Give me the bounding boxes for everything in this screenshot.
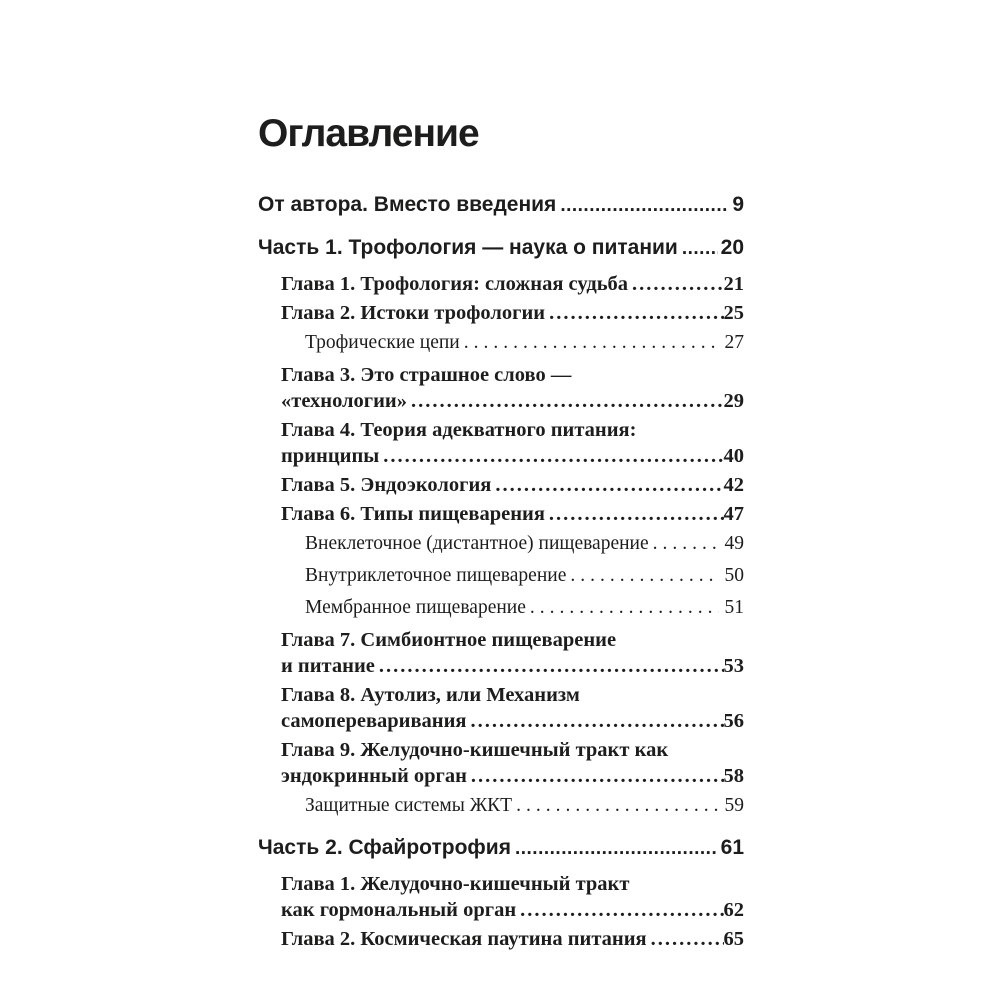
toc-entry-title: Глава 5. Эндоэкология — [281, 474, 492, 496]
toc-entry-title: Трофические цепи — [305, 332, 460, 353]
dot-leader — [411, 388, 724, 414]
toc-list — [258, 192, 744, 952]
toc-entry-row — [281, 388, 744, 414]
dot-leader — [383, 443, 723, 469]
toc-entry-row — [258, 192, 744, 219]
toc-entry — [305, 595, 744, 621]
toc-entry-wrap-line — [281, 682, 744, 708]
toc-entry-row — [281, 763, 744, 789]
toc-entry-title: Глава 7. Симбионтное пищеварение — [281, 629, 617, 651]
toc-entry-title: «технологии» — [281, 390, 407, 412]
toc-entry-title: Глава 1. Желудочно-кишечный тракт — [281, 873, 630, 895]
page-number: 61 — [720, 836, 744, 859]
toc-entry-title: Защитные системы ЖКТ — [305, 795, 513, 816]
page-number: 40 — [723, 445, 744, 467]
page-number: 9 — [732, 193, 744, 216]
toc-entry-row — [258, 235, 744, 262]
page-number: 27 — [724, 332, 744, 353]
page-number: 53 — [723, 655, 744, 677]
toc-entry — [281, 871, 744, 923]
toc-entry — [281, 362, 744, 414]
toc-entry — [281, 627, 744, 679]
toc-entry — [281, 926, 744, 952]
toc-entry-title: Глава 6. Типы пищеварения — [281, 503, 545, 525]
toc-entry — [281, 737, 744, 789]
page-number: 29 — [723, 390, 744, 412]
toc-entry-row — [305, 563, 744, 589]
toc-entry-title: и питание — [281, 655, 375, 677]
page-number: 47 — [723, 503, 744, 525]
toc-entry-wrap-line — [281, 737, 744, 763]
toc-entry — [305, 563, 744, 589]
toc-entry — [281, 501, 744, 527]
dot-leader — [651, 926, 724, 952]
toc-page — [258, 112, 744, 955]
toc-entry — [305, 531, 744, 557]
page-number: 59 — [724, 795, 744, 816]
toc-entry — [258, 235, 744, 262]
page-number: 50 — [724, 565, 744, 586]
toc-entry-wrap-line — [281, 627, 744, 653]
toc-entry-row — [305, 595, 744, 621]
page-number: 62 — [723, 899, 744, 921]
page-number: 25 — [723, 302, 744, 324]
toc-entry — [258, 192, 744, 219]
dot-leader — [471, 763, 724, 789]
dot-leader — [520, 897, 723, 923]
toc-entry-title: От автора. Вместо введения — [258, 193, 557, 216]
toc-entry-title: эндокринный орган — [281, 765, 467, 787]
page-number: 51 — [724, 597, 744, 618]
toc-entry — [281, 271, 744, 297]
toc-entry-title: Глава 9. Желудочно-кишечный тракт как — [281, 739, 669, 761]
toc-entry-wrap-line — [281, 362, 744, 388]
toc-entry-row — [305, 531, 744, 557]
toc-entry-title: Глава 1. Трофология: сложная судьба — [281, 273, 629, 295]
toc-entry-row — [305, 793, 744, 819]
page-number: 58 — [723, 765, 744, 787]
toc-entry — [281, 472, 744, 498]
dot-leader — [682, 235, 718, 262]
dot-leader — [464, 330, 719, 356]
toc-entry-row — [281, 443, 744, 469]
dot-leader — [515, 835, 718, 862]
toc-entry-wrap-line — [281, 417, 744, 443]
toc-entry-row — [258, 835, 744, 862]
toc-entry — [281, 417, 744, 469]
dot-leader — [570, 563, 718, 589]
toc-entry — [305, 330, 744, 356]
dot-leader — [549, 300, 723, 326]
toc-entry-row — [281, 926, 744, 952]
dot-leader — [560, 192, 729, 219]
toc-entry-row — [281, 271, 744, 297]
toc-entry-row — [281, 653, 744, 679]
page-number: 20 — [720, 236, 744, 259]
toc-entry-title: Мембранное пищеварение — [305, 597, 526, 618]
dot-leader — [495, 472, 723, 498]
toc-entry-title: Часть 1. Трофология — наука о питании — [258, 236, 678, 259]
toc-entry-title: самопереваривания — [281, 710, 467, 732]
page-title: Оглавление — [258, 112, 479, 155]
toc-entry — [258, 835, 744, 862]
toc-entry-title: Глава 2. Истоки трофологии — [281, 302, 546, 324]
page-number: 21 — [723, 273, 744, 295]
dot-leader — [653, 531, 719, 557]
toc-entry-title: Внутриклеточное пищеварение — [305, 565, 567, 586]
page-number: 42 — [723, 474, 744, 496]
toc-entry-title: как гормональный орган — [281, 899, 517, 921]
dot-leader — [516, 793, 718, 819]
toc-entry-row — [281, 300, 744, 326]
dot-leader — [549, 501, 724, 527]
page-number: 49 — [724, 533, 744, 554]
dot-leader — [530, 595, 719, 621]
toc-entry-title: принципы — [281, 445, 380, 467]
toc-entry-row — [281, 501, 744, 527]
dot-leader — [379, 653, 724, 679]
toc-entry-title: Глава 3. Это страшное слово — — [281, 364, 572, 386]
dot-leader — [632, 271, 723, 297]
toc-entry-title: Глава 4. Теория адекватного питания: — [281, 419, 637, 441]
page-number: 65 — [723, 928, 744, 950]
toc-entry-wrap-line — [281, 871, 744, 897]
toc-entry — [281, 682, 744, 734]
toc-entry-title: Внеклеточное (дистантное) пищеварение — [305, 533, 649, 554]
toc-entry-row — [305, 330, 744, 356]
toc-entry-row — [281, 897, 744, 923]
toc-entry-row — [281, 708, 744, 734]
toc-entry — [281, 300, 744, 326]
toc-entry-row — [281, 472, 744, 498]
toc-entry-title: Часть 2. Сфайротрофия — [258, 836, 511, 859]
toc-entry-title: Глава 8. Аутолиз, или Механизм — [281, 684, 580, 706]
toc-entry-title: Глава 2. Космическая паутина питания — [281, 928, 647, 950]
dot-leader — [471, 708, 724, 734]
page-number: 56 — [723, 710, 744, 732]
toc-entry — [305, 793, 744, 819]
